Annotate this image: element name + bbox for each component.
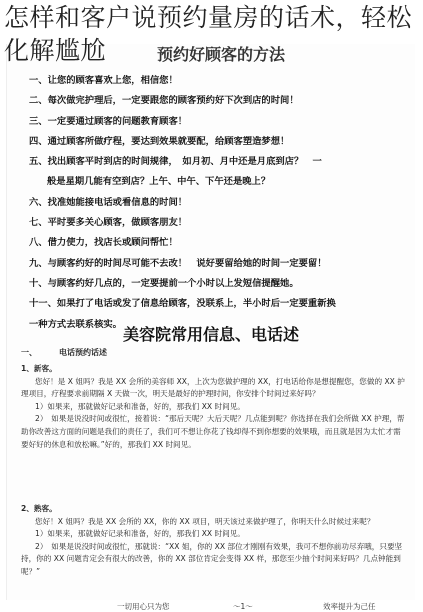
tip-item: 十、与顾客约好几点的，一定要提前一个小时以上发短信提醒她。 [29,277,299,289]
tip-item: 五、找出顾客平时到店的时间规律， 如月初、月中还是月底到店？ 一 [29,156,322,168]
tip-item: 七、平时要多关心顾客，做顾客朋友！ [29,217,188,229]
script-regular-client [21,503,406,579]
tip-item: 十一、如果打了电话或发了信息给顾客，没联系上，半小时后一定要重新换 [29,298,336,310]
script-heading: 1、新客。 [21,364,57,373]
footer-slogan-left: 一切用心只为您 [117,602,170,611]
script-reply: 1）如果来，那就做好记录和准备，好的，那我们 XX 时间见。 [35,529,245,539]
page-number: ～1～ [233,602,253,611]
tip-item: 一、让您的顾客喜欢上您，相信您！ [29,75,178,86]
tip-item: 六、找准她能接电话或看信息的时间！ [29,196,188,208]
tip-item: 三、一定要通过顾客的问题教育顾客！ [29,115,188,127]
script-body: 您好！X 姐吗？我是 XX 会所的 XX，你的 XX 项目，明天该过来做护理了，你明天什么时候过来呢？ [35,516,375,526]
tip-item: 九、与顾客约好的时间尽可能不去改！ 说好要留给她的时间一定要留！ [29,257,327,269]
doc-title: 预约好顾客的方法 [156,45,285,64]
tip-item: 八、借力使力，找店长或顾问帮忙！ [29,237,178,249]
script-reply: 2） 如果是说没时间或很忙，那就说：“XX 姐，你的 XX 部位才刚刚有效果，我可不想你前功尽弃哦，只要坚持，你的 XX 问题肯定会有很大的改善，你的 XX 部位肯定会变得 XX 样，那您至少抽个时间来好吗？几点钟能到呢？” [21,541,403,576]
section-heading [21,347,107,358]
headline-line-1: 怎样和客户说预约量房的话术，轻松 [4,3,413,32]
headline-line-2: 化解尴尬 [4,36,107,65]
section-title: 美容院常用信息、电话述 [122,325,299,344]
tip-item-continued: 般是星期几能有空到店？上午、中午、下午还是晚上？ [47,176,271,188]
tip-item-continued: 一种方式去联系核实。 [29,318,122,330]
script-reply: 1）如果来，那就做好记录和准备，好的，那我们 XX 时间见。 [35,401,245,411]
script-body: 您好！是 X 姐吗？我是 XX 会所的美容师 XX，上次为您做护理的 XX，打电话给你是想提醒您，您做的 XX 护理项目，疗程要求前期隔 X 天做一次，明天是最好的护理时间，你安排个时间过来好吗？ [21,376,405,399]
footer-slogan-right: 效率提升为己任 [323,602,376,611]
tip-item: 二、每次做完护理后，一定要跟您的顾客预约好下次到店的时间！ [29,95,299,107]
section-number: 一、 [21,348,37,357]
script-heading: 2、熟客。 [21,504,57,513]
script-new-client [21,363,406,451]
tips-list [29,71,409,335]
section-label: 电话预约话述 [59,348,107,357]
document-page [6,44,415,611]
tip-item: 四、通过顾客所做疗程，要达到效果就要配，给顾客塑造梦想！ [29,135,290,147]
script-reply: 2） 如果是说没时间或很忙，接着说：“那后天呢？大后天呢？几点能到呢？你选择在我们会所做 XX 护理，帮助你改善这方面的问题是我们的责任了，我们可不想让你花了钱却得不到你想要的效果哦，而且就是因为太忙才需要好好的休息和放松嘛。”好的，那我们 XX 时间见。 [21,414,405,449]
